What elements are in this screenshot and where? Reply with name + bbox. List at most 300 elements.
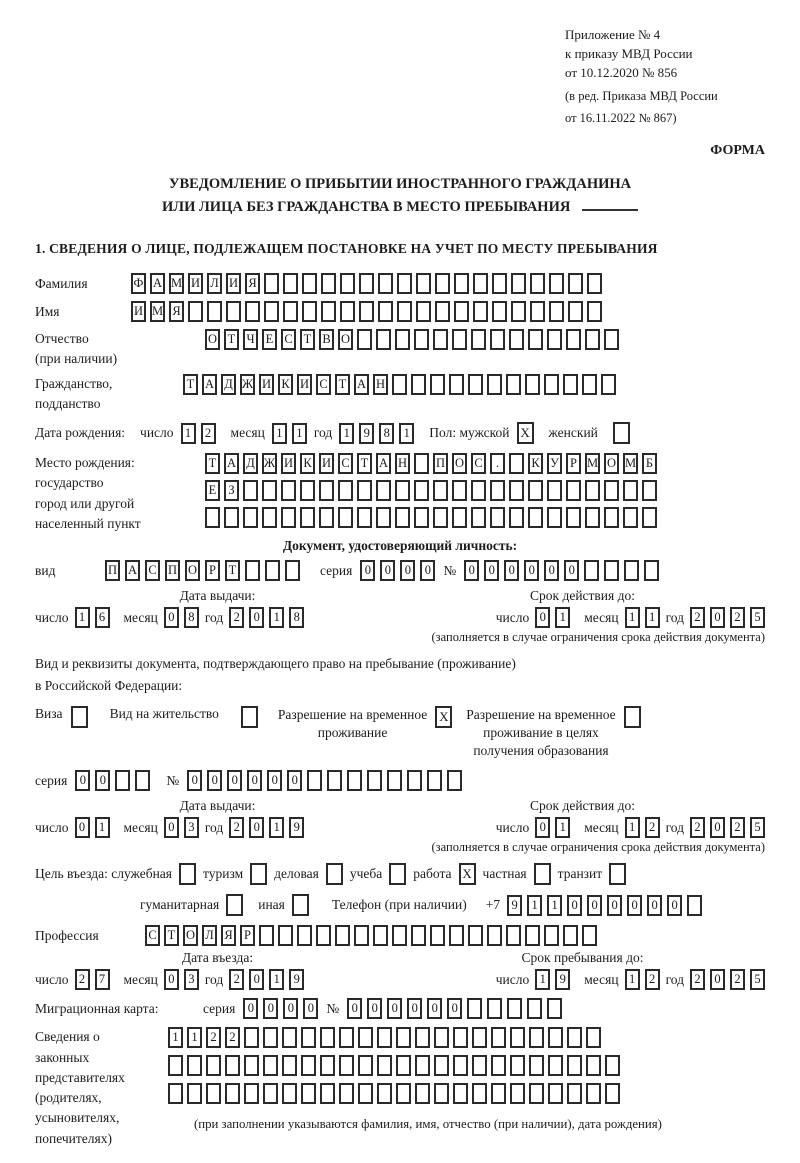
char-cell[interactable]: Я bbox=[245, 273, 260, 294]
char-cell[interactable] bbox=[340, 273, 355, 294]
char-cell[interactable]: М bbox=[585, 453, 600, 474]
char-cell[interactable] bbox=[525, 925, 540, 946]
char-cell[interactable] bbox=[434, 1027, 449, 1048]
char-cell[interactable] bbox=[245, 560, 260, 581]
char-cell[interactable]: А bbox=[202, 374, 217, 395]
char-cell[interactable]: Д bbox=[221, 374, 236, 395]
char-cell[interactable]: 0 bbox=[367, 998, 382, 1019]
char-cell[interactable] bbox=[187, 1083, 202, 1104]
char-cell[interactable]: 8 bbox=[289, 607, 304, 628]
char-cell[interactable]: С bbox=[316, 374, 331, 395]
char-cell[interactable] bbox=[487, 925, 502, 946]
char-cell[interactable] bbox=[492, 301, 507, 322]
char-cell[interactable]: 1 bbox=[95, 817, 110, 838]
char-cell[interactable]: 9 bbox=[359, 423, 374, 444]
char-cell[interactable]: 1 bbox=[625, 607, 640, 628]
char-cell[interactable] bbox=[548, 1055, 563, 1076]
char-cell[interactable]: А bbox=[376, 453, 391, 474]
char-cell[interactable]: Т bbox=[357, 453, 372, 474]
char-cell[interactable]: Т bbox=[164, 925, 179, 946]
char-cell[interactable] bbox=[357, 329, 372, 350]
char-cell[interactable] bbox=[262, 480, 277, 501]
purpose-work-checkbox[interactable]: X bbox=[459, 863, 476, 885]
char-cell[interactable] bbox=[472, 1027, 487, 1048]
char-cell[interactable]: 0 bbox=[524, 560, 539, 581]
char-cell[interactable] bbox=[623, 507, 638, 528]
char-cell[interactable]: 0 bbox=[710, 969, 725, 990]
char-cell[interactable] bbox=[301, 1027, 316, 1048]
char-cell[interactable]: 0 bbox=[710, 817, 725, 838]
char-cell[interactable]: М bbox=[169, 273, 184, 294]
char-cell[interactable]: 1 bbox=[269, 607, 284, 628]
char-cell[interactable]: 0 bbox=[247, 770, 262, 791]
char-cell[interactable]: М bbox=[623, 453, 638, 474]
char-cell[interactable]: И bbox=[131, 301, 146, 322]
char-cell[interactable] bbox=[263, 1055, 278, 1076]
char-cell[interactable] bbox=[601, 374, 616, 395]
char-cell[interactable] bbox=[262, 507, 277, 528]
char-cell[interactable] bbox=[563, 925, 578, 946]
char-cell[interactable] bbox=[490, 480, 505, 501]
char-cell[interactable] bbox=[358, 1083, 373, 1104]
char-cell[interactable]: 1 bbox=[645, 607, 660, 628]
char-cell[interactable] bbox=[224, 507, 239, 528]
char-cell[interactable]: Р bbox=[240, 925, 255, 946]
char-cell[interactable] bbox=[396, 1027, 411, 1048]
char-cell[interactable]: И bbox=[319, 453, 334, 474]
char-cell[interactable] bbox=[321, 273, 336, 294]
char-cell[interactable] bbox=[582, 374, 597, 395]
char-cell[interactable]: 0 bbox=[427, 998, 442, 1019]
char-cell[interactable]: Ж bbox=[262, 453, 277, 474]
char-cell[interactable] bbox=[492, 273, 507, 294]
char-cell[interactable]: 2 bbox=[229, 817, 244, 838]
char-cell[interactable]: 1 bbox=[339, 423, 354, 444]
char-cell[interactable]: 9 bbox=[289, 817, 304, 838]
char-cell[interactable] bbox=[281, 507, 296, 528]
purpose-transit-checkbox[interactable] bbox=[609, 863, 626, 885]
char-cell[interactable] bbox=[378, 273, 393, 294]
char-cell[interactable]: 0 bbox=[535, 607, 550, 628]
char-cell[interactable] bbox=[243, 480, 258, 501]
char-cell[interactable] bbox=[491, 1083, 506, 1104]
char-cell[interactable] bbox=[327, 770, 342, 791]
char-cell[interactable] bbox=[359, 301, 374, 322]
char-cell[interactable]: П bbox=[433, 453, 448, 474]
char-cell[interactable]: И bbox=[297, 374, 312, 395]
char-cell[interactable] bbox=[367, 770, 382, 791]
char-cell[interactable] bbox=[407, 770, 422, 791]
char-cell[interactable] bbox=[586, 1027, 601, 1048]
char-cell[interactable]: 0 bbox=[207, 770, 222, 791]
char-cell[interactable] bbox=[243, 507, 258, 528]
char-cell[interactable] bbox=[411, 374, 426, 395]
char-cell[interactable] bbox=[434, 1083, 449, 1104]
char-cell[interactable] bbox=[307, 770, 322, 791]
char-cell[interactable]: Е bbox=[205, 480, 220, 501]
char-cell[interactable] bbox=[244, 1083, 259, 1104]
char-cell[interactable] bbox=[414, 453, 429, 474]
char-cell[interactable] bbox=[452, 480, 467, 501]
char-cell[interactable] bbox=[283, 301, 298, 322]
char-cell[interactable]: 2 bbox=[201, 423, 216, 444]
char-cell[interactable] bbox=[585, 329, 600, 350]
char-cell[interactable] bbox=[544, 374, 559, 395]
char-cell[interactable] bbox=[525, 374, 540, 395]
char-cell[interactable] bbox=[468, 925, 483, 946]
char-cell[interactable]: О bbox=[183, 925, 198, 946]
vnzh-checkbox[interactable] bbox=[241, 706, 258, 728]
char-cell[interactable]: 9 bbox=[507, 895, 522, 916]
char-cell[interactable] bbox=[377, 1027, 392, 1048]
char-cell[interactable]: К bbox=[300, 453, 315, 474]
char-cell[interactable]: 0 bbox=[95, 770, 110, 791]
char-cell[interactable]: О bbox=[604, 453, 619, 474]
char-cell[interactable] bbox=[490, 329, 505, 350]
char-cell[interactable] bbox=[471, 507, 486, 528]
char-cell[interactable] bbox=[338, 480, 353, 501]
char-cell[interactable] bbox=[605, 1083, 620, 1104]
char-cell[interactable]: 8 bbox=[184, 607, 199, 628]
char-cell[interactable] bbox=[225, 1083, 240, 1104]
char-cell[interactable] bbox=[264, 273, 279, 294]
char-cell[interactable]: 0 bbox=[407, 998, 422, 1019]
char-cell[interactable] bbox=[511, 301, 526, 322]
char-cell[interactable] bbox=[245, 301, 260, 322]
char-cell[interactable]: 0 bbox=[710, 607, 725, 628]
char-cell[interactable] bbox=[453, 1055, 468, 1076]
char-cell[interactable] bbox=[433, 480, 448, 501]
char-cell[interactable]: 2 bbox=[229, 969, 244, 990]
char-cell[interactable]: 0 bbox=[627, 895, 642, 916]
char-cell[interactable] bbox=[415, 1027, 430, 1048]
char-cell[interactable] bbox=[282, 1083, 297, 1104]
char-cell[interactable]: 1 bbox=[555, 817, 570, 838]
char-cell[interactable] bbox=[548, 1083, 563, 1104]
char-cell[interactable]: 1 bbox=[547, 895, 562, 916]
char-cell[interactable] bbox=[642, 507, 657, 528]
char-cell[interactable]: 0 bbox=[567, 895, 582, 916]
char-cell[interactable] bbox=[567, 1055, 582, 1076]
char-cell[interactable] bbox=[225, 1055, 240, 1076]
char-cell[interactable]: 1 bbox=[75, 607, 90, 628]
char-cell[interactable] bbox=[433, 329, 448, 350]
char-cell[interactable] bbox=[321, 301, 336, 322]
char-cell[interactable] bbox=[547, 480, 562, 501]
char-cell[interactable]: Т bbox=[300, 329, 315, 350]
char-cell[interactable]: М bbox=[150, 301, 165, 322]
char-cell[interactable]: 1 bbox=[625, 817, 640, 838]
char-cell[interactable] bbox=[604, 560, 619, 581]
char-cell[interactable] bbox=[566, 329, 581, 350]
char-cell[interactable] bbox=[473, 273, 488, 294]
char-cell[interactable] bbox=[392, 374, 407, 395]
char-cell[interactable] bbox=[285, 560, 300, 581]
visa-checkbox[interactable] bbox=[71, 706, 88, 728]
char-cell[interactable]: 0 bbox=[75, 770, 90, 791]
char-cell[interactable] bbox=[320, 1055, 335, 1076]
char-cell[interactable] bbox=[530, 273, 545, 294]
char-cell[interactable] bbox=[604, 480, 619, 501]
char-cell[interactable] bbox=[354, 925, 369, 946]
char-cell[interactable]: И bbox=[259, 374, 274, 395]
char-cell[interactable] bbox=[411, 925, 426, 946]
char-cell[interactable]: 1 bbox=[292, 423, 307, 444]
char-cell[interactable]: В bbox=[319, 329, 334, 350]
char-cell[interactable]: 8 bbox=[379, 423, 394, 444]
char-cell[interactable]: 1 bbox=[269, 817, 284, 838]
char-cell[interactable] bbox=[416, 273, 431, 294]
char-cell[interactable] bbox=[566, 507, 581, 528]
char-cell[interactable] bbox=[395, 507, 410, 528]
purpose-other-checkbox[interactable] bbox=[292, 894, 309, 916]
char-cell[interactable] bbox=[302, 273, 317, 294]
char-cell[interactable]: Т bbox=[183, 374, 198, 395]
char-cell[interactable] bbox=[529, 1027, 544, 1048]
char-cell[interactable] bbox=[397, 301, 412, 322]
char-cell[interactable]: 1 bbox=[535, 969, 550, 990]
char-cell[interactable] bbox=[587, 301, 602, 322]
purpose-study-checkbox[interactable] bbox=[389, 863, 406, 885]
char-cell[interactable]: А bbox=[125, 560, 140, 581]
sex-male-checkbox[interactable]: X bbox=[517, 422, 534, 444]
char-cell[interactable]: 1 bbox=[168, 1027, 183, 1048]
char-cell[interactable] bbox=[263, 1027, 278, 1048]
char-cell[interactable] bbox=[567, 1083, 582, 1104]
char-cell[interactable]: 0 bbox=[380, 560, 395, 581]
char-cell[interactable] bbox=[472, 1055, 487, 1076]
char-cell[interactable] bbox=[377, 1055, 392, 1076]
char-cell[interactable] bbox=[604, 507, 619, 528]
char-cell[interactable]: Н bbox=[395, 453, 410, 474]
char-cell[interactable] bbox=[566, 480, 581, 501]
char-cell[interactable]: А bbox=[354, 374, 369, 395]
char-cell[interactable] bbox=[507, 998, 522, 1019]
char-cell[interactable] bbox=[387, 770, 402, 791]
char-cell[interactable]: 0 bbox=[249, 969, 264, 990]
char-cell[interactable] bbox=[358, 1027, 373, 1048]
char-cell[interactable] bbox=[357, 480, 372, 501]
char-cell[interactable]: Р bbox=[205, 560, 220, 581]
char-cell[interactable]: Ф bbox=[131, 273, 146, 294]
purpose-tourism-checkbox[interactable] bbox=[250, 863, 267, 885]
char-cell[interactable] bbox=[395, 480, 410, 501]
char-cell[interactable]: 0 bbox=[400, 560, 415, 581]
char-cell[interactable]: 2 bbox=[730, 817, 745, 838]
char-cell[interactable] bbox=[206, 1083, 221, 1104]
char-cell[interactable] bbox=[509, 507, 524, 528]
char-cell[interactable] bbox=[373, 925, 388, 946]
char-cell[interactable]: 5 bbox=[750, 607, 765, 628]
char-cell[interactable] bbox=[187, 1055, 202, 1076]
char-cell[interactable]: 0 bbox=[263, 998, 278, 1019]
char-cell[interactable]: З bbox=[224, 480, 239, 501]
char-cell[interactable]: 0 bbox=[243, 998, 258, 1019]
char-cell[interactable] bbox=[188, 301, 203, 322]
char-cell[interactable] bbox=[435, 301, 450, 322]
char-cell[interactable]: Т bbox=[335, 374, 350, 395]
char-cell[interactable]: 1 bbox=[527, 895, 542, 916]
char-cell[interactable] bbox=[547, 329, 562, 350]
char-cell[interactable] bbox=[644, 560, 659, 581]
char-cell[interactable] bbox=[453, 1027, 468, 1048]
char-cell[interactable]: 0 bbox=[347, 998, 362, 1019]
char-cell[interactable] bbox=[302, 301, 317, 322]
char-cell[interactable]: 0 bbox=[504, 560, 519, 581]
char-cell[interactable]: 2 bbox=[75, 969, 90, 990]
char-cell[interactable]: 9 bbox=[555, 969, 570, 990]
char-cell[interactable] bbox=[168, 1083, 183, 1104]
char-cell[interactable]: А bbox=[224, 453, 239, 474]
char-cell[interactable] bbox=[206, 1055, 221, 1076]
char-cell[interactable] bbox=[340, 301, 355, 322]
char-cell[interactable]: 0 bbox=[227, 770, 242, 791]
char-cell[interactable] bbox=[265, 560, 280, 581]
char-cell[interactable]: 2 bbox=[645, 969, 660, 990]
char-cell[interactable] bbox=[548, 1027, 563, 1048]
char-cell[interactable] bbox=[282, 1055, 297, 1076]
char-cell[interactable]: С bbox=[471, 453, 486, 474]
char-cell[interactable] bbox=[586, 1083, 601, 1104]
char-cell[interactable] bbox=[549, 301, 564, 322]
char-cell[interactable]: 0 bbox=[164, 607, 179, 628]
char-cell[interactable] bbox=[316, 925, 331, 946]
char-cell[interactable] bbox=[278, 925, 293, 946]
char-cell[interactable]: Е bbox=[262, 329, 277, 350]
char-cell[interactable] bbox=[586, 1055, 601, 1076]
char-cell[interactable] bbox=[490, 507, 505, 528]
char-cell[interactable]: П bbox=[105, 560, 120, 581]
char-cell[interactable] bbox=[226, 301, 241, 322]
char-cell[interactable]: . bbox=[490, 453, 505, 474]
char-cell[interactable]: 0 bbox=[303, 998, 318, 1019]
char-cell[interactable] bbox=[453, 1083, 468, 1104]
char-cell[interactable]: Т bbox=[224, 329, 239, 350]
char-cell[interactable] bbox=[397, 273, 412, 294]
char-cell[interactable] bbox=[605, 1055, 620, 1076]
char-cell[interactable]: 1 bbox=[399, 423, 414, 444]
char-cell[interactable]: 0 bbox=[249, 607, 264, 628]
char-cell[interactable] bbox=[584, 560, 599, 581]
char-cell[interactable] bbox=[392, 925, 407, 946]
char-cell[interactable]: С bbox=[338, 453, 353, 474]
char-cell[interactable] bbox=[339, 1055, 354, 1076]
char-cell[interactable] bbox=[430, 374, 445, 395]
char-cell[interactable] bbox=[338, 507, 353, 528]
char-cell[interactable]: А bbox=[150, 273, 165, 294]
char-cell[interactable]: 0 bbox=[387, 998, 402, 1019]
char-cell[interactable]: 5 bbox=[750, 969, 765, 990]
char-cell[interactable]: 0 bbox=[447, 998, 462, 1019]
char-cell[interactable]: 2 bbox=[690, 969, 705, 990]
char-cell[interactable]: 0 bbox=[464, 560, 479, 581]
char-cell[interactable] bbox=[207, 301, 222, 322]
char-cell[interactable] bbox=[415, 1083, 430, 1104]
char-cell[interactable] bbox=[528, 507, 543, 528]
char-cell[interactable]: Я bbox=[221, 925, 236, 946]
char-cell[interactable]: 1 bbox=[625, 969, 640, 990]
char-cell[interactable]: 5 bbox=[750, 817, 765, 838]
char-cell[interactable] bbox=[529, 1083, 544, 1104]
char-cell[interactable] bbox=[585, 480, 600, 501]
char-cell[interactable] bbox=[244, 1055, 259, 1076]
char-cell[interactable] bbox=[281, 480, 296, 501]
char-cell[interactable] bbox=[467, 998, 482, 1019]
char-cell[interactable]: Л bbox=[207, 273, 222, 294]
char-cell[interactable] bbox=[585, 507, 600, 528]
char-cell[interactable]: О bbox=[338, 329, 353, 350]
char-cell[interactable] bbox=[396, 1055, 411, 1076]
char-cell[interactable] bbox=[433, 507, 448, 528]
char-cell[interactable] bbox=[168, 1055, 183, 1076]
char-cell[interactable] bbox=[282, 1027, 297, 1048]
char-cell[interactable] bbox=[320, 1083, 335, 1104]
char-cell[interactable] bbox=[396, 1083, 411, 1104]
char-cell[interactable]: Д bbox=[243, 453, 258, 474]
char-cell[interactable] bbox=[454, 273, 469, 294]
char-cell[interactable] bbox=[339, 1027, 354, 1048]
char-cell[interactable]: 0 bbox=[267, 770, 282, 791]
char-cell[interactable]: 0 bbox=[164, 817, 179, 838]
char-cell[interactable]: 0 bbox=[287, 770, 302, 791]
char-cell[interactable]: 0 bbox=[283, 998, 298, 1019]
char-cell[interactable] bbox=[468, 374, 483, 395]
char-cell[interactable]: Т bbox=[205, 453, 220, 474]
char-cell[interactable]: С bbox=[281, 329, 296, 350]
char-cell[interactable]: 0 bbox=[420, 560, 435, 581]
char-cell[interactable]: И bbox=[226, 273, 241, 294]
char-cell[interactable]: 3 bbox=[184, 817, 199, 838]
char-cell[interactable]: 1 bbox=[181, 423, 196, 444]
char-cell[interactable]: О bbox=[452, 453, 467, 474]
char-cell[interactable] bbox=[259, 925, 274, 946]
char-cell[interactable]: 0 bbox=[564, 560, 579, 581]
char-cell[interactable] bbox=[567, 1027, 582, 1048]
char-cell[interactable]: 1 bbox=[187, 1027, 202, 1048]
sex-female-checkbox[interactable] bbox=[613, 422, 630, 444]
char-cell[interactable] bbox=[452, 507, 467, 528]
purpose-business-checkbox[interactable] bbox=[326, 863, 343, 885]
char-cell[interactable] bbox=[135, 770, 150, 791]
char-cell[interactable]: 0 bbox=[607, 895, 622, 916]
char-cell[interactable] bbox=[529, 1055, 544, 1076]
char-cell[interactable] bbox=[430, 925, 445, 946]
char-cell[interactable]: 0 bbox=[75, 817, 90, 838]
char-cell[interactable] bbox=[687, 895, 702, 916]
char-cell[interactable]: 0 bbox=[667, 895, 682, 916]
char-cell[interactable] bbox=[376, 329, 391, 350]
char-cell[interactable] bbox=[509, 329, 524, 350]
char-cell[interactable] bbox=[414, 480, 429, 501]
char-cell[interactable] bbox=[115, 770, 130, 791]
char-cell[interactable]: 6 bbox=[95, 607, 110, 628]
char-cell[interactable] bbox=[359, 273, 374, 294]
char-cell[interactable] bbox=[549, 273, 564, 294]
char-cell[interactable] bbox=[449, 374, 464, 395]
char-cell[interactable]: Б bbox=[642, 453, 657, 474]
char-cell[interactable] bbox=[376, 480, 391, 501]
char-cell[interactable] bbox=[347, 770, 362, 791]
char-cell[interactable] bbox=[301, 1083, 316, 1104]
char-cell[interactable] bbox=[547, 998, 562, 1019]
char-cell[interactable]: 0 bbox=[187, 770, 202, 791]
char-cell[interactable]: Ж bbox=[240, 374, 255, 395]
char-cell[interactable] bbox=[319, 507, 334, 528]
char-cell[interactable]: О bbox=[185, 560, 200, 581]
char-cell[interactable] bbox=[416, 301, 431, 322]
char-cell[interactable] bbox=[414, 329, 429, 350]
char-cell[interactable]: К bbox=[528, 453, 543, 474]
